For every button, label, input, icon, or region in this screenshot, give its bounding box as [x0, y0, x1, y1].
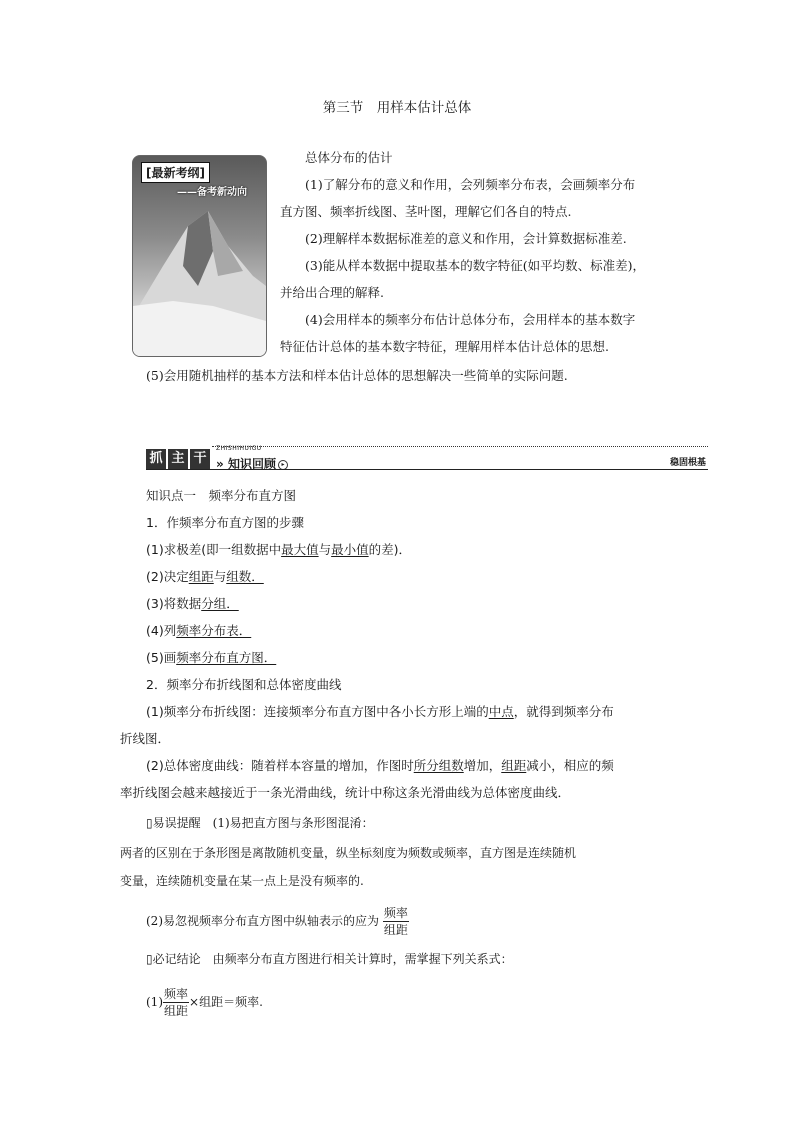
section-title: » 知识回顾 ▸ — [216, 455, 288, 472]
section-tab: 干 — [190, 449, 210, 469]
step-5: (5)画频率分布直方图． — [146, 650, 277, 665]
banner-image — [132, 155, 267, 357]
warning-line-1: ▯易误提醒 (1)易把直方图与条形图混淆： — [146, 816, 374, 830]
steps-title: 1．作频率分布直方图的步骤 — [146, 515, 304, 530]
outline-item: (2)理解样本数据标准差的意义和作用，会计算数据标准差. — [305, 231, 627, 246]
knowledge-point-title: 知识点一 频率分布直方图 — [146, 488, 297, 503]
outline-item: (4)会用样本的频率分布估计总体分布，会用样本的基本数字 — [305, 312, 636, 327]
section-pinyin: ZHISHIHUIGU — [216, 445, 262, 452]
page-title: 第三节 用样本估计总体 — [322, 100, 472, 116]
outline-item: (3)能从样本数据中提取基本的数字特征(如平均数、标准差)， — [305, 258, 645, 273]
curve-item-1-cont: 折线图． — [120, 731, 171, 746]
warning-line-3: 变量，连续随机变量在某一点上是没有频率的. — [120, 874, 364, 888]
section-right-label: 稳固根基 — [669, 458, 706, 468]
fraction: $\frac{\text{频率}}{\text{组距}}$ — [164, 987, 189, 1018]
curve-item-2: (2)总体密度曲线：随着样本容量的增加，作图时所分组数增加，组距减小，相应的频 — [146, 758, 614, 773]
banner-label: [最新考纲] — [141, 162, 210, 183]
conclusion-line: ▯必记结论 由频率分布直方图进行相关计算时，需掌握下列关系式： — [146, 952, 513, 966]
step-1: (1)求极差(即一组数据中最大值与最小值的差)． — [146, 542, 412, 557]
step-3: (3)将数据分组． — [146, 596, 239, 611]
section-bar — [146, 446, 708, 472]
conclusion-item-1: (1) $\frac{\text{频率}}{\text{组距}}$ ×组距＝频率. — [146, 987, 263, 1018]
banner-sub: ——备考新动向 — [177, 187, 247, 198]
conclusion-icon: ▯ — [146, 952, 153, 966]
outline-item: (1)了解分布的意义和作用，会列频率分布表，会画频率分布 — [305, 177, 636, 192]
outline-heading: 总体分布的估计 — [305, 150, 393, 165]
warning-line-4: (2)易忽视频率分布直方图中纵轴表示的应为 $\frac{\text{频率}}{\text{组距}}$ — [146, 906, 408, 937]
curve-item-2-cont: 率折线图会越来越接近于一条光滑曲线，统计中称这条光滑曲线为总体密度曲线． — [120, 785, 571, 800]
outline-item: 并给出合理的解释. — [280, 285, 384, 300]
curve-title: 2．频率分布折线图和总体密度曲线 — [146, 677, 342, 692]
section-tab: 主 — [168, 449, 188, 469]
outline-item: 直方图、频率折线图、茎叶图，理解它们各自的特点. — [280, 204, 572, 219]
section-rule — [146, 469, 708, 470]
step-4: (4)列频率分布表． — [146, 623, 252, 638]
section-tabs — [146, 449, 212, 469]
dotted-rule — [212, 446, 708, 447]
curve-item-1: (1)频率分布折线图：连接频率分布直方图中各小长方形上端的中点，就得到频率分布 — [146, 704, 614, 719]
section-tab: 抓 — [146, 449, 166, 469]
fraction: $\frac{\text{频率}}{\text{组距}}$ — [383, 906, 408, 937]
warning-line-2: 两者的区别在于条形图是离散随机变量，纵坐标刻度为频数或频率，直方图是连续随机 — [120, 846, 577, 860]
step-2: (2)决定组距与组数． — [146, 569, 264, 584]
outline-item: (5)会用随机抽样的基本方法和样本估计总体的思想解决一些简单的实际问题. — [146, 368, 568, 383]
play-icon: ▸ — [278, 460, 288, 470]
warning-icon: ▯ — [146, 816, 153, 830]
outline-item: 特征估计总体的基本数字特征，理解用样本估计总体的思想. — [280, 339, 609, 354]
